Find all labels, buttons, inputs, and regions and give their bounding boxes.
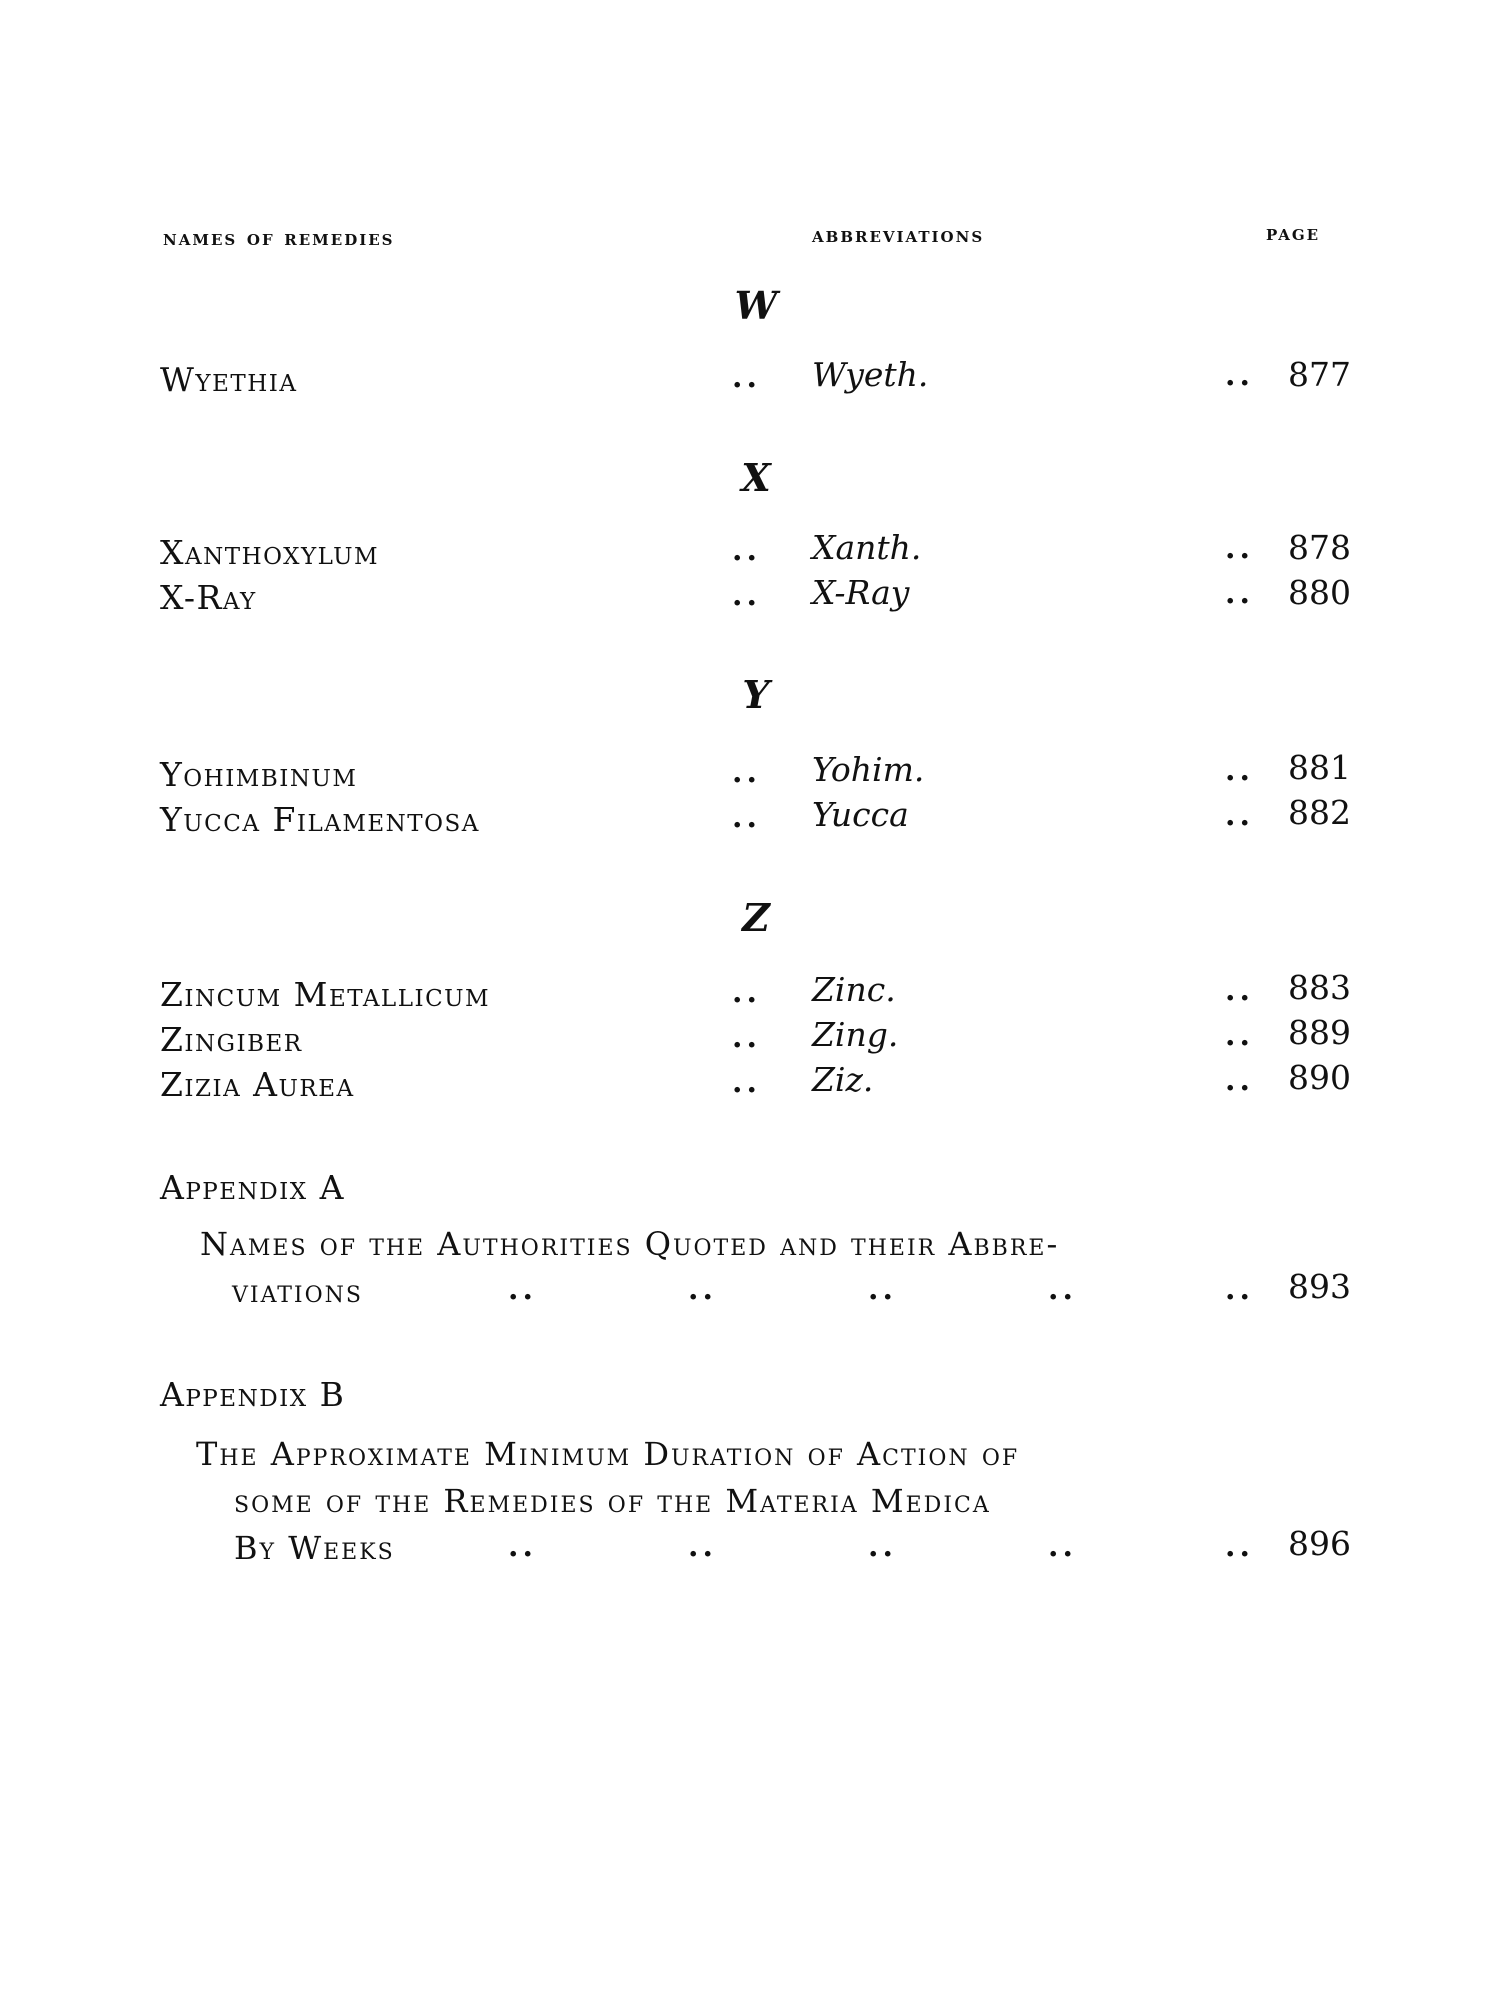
appendix-a-heading: Appendix A <box>160 1168 345 1207</box>
leader-dots: .. <box>688 1272 717 1307</box>
section-letter-w: W <box>734 283 778 328</box>
remedy-name: Zizia Aurea <box>160 1065 355 1104</box>
remedy-name: Yohimbinum <box>160 755 358 794</box>
appendix-a-title-line-1: Names of the Authorities Quoted and their Abbre- <box>200 1225 1060 1263</box>
leader-dots: .. <box>1048 1272 1077 1307</box>
leader-dots: .. <box>732 1065 761 1100</box>
remedy-name: Zingiber <box>160 1020 303 1059</box>
section-letter-x: X <box>741 455 771 500</box>
leader-dots: .. <box>1225 798 1254 833</box>
leader-dots: .. <box>508 1529 537 1564</box>
header-abbreviations: abbreviations <box>812 222 985 248</box>
section-letter-z: Z <box>742 895 770 940</box>
remedy-abbreviation: Zing. <box>812 1015 899 1054</box>
appendix-b-title-line-1: The Approximate Minimum Duration of Action of <box>196 1435 1020 1473</box>
page-number: 896 <box>1288 1524 1351 1563</box>
leader-dots: .. <box>1225 531 1254 566</box>
leader-dots: .. <box>732 533 761 568</box>
leader-dots: .. <box>1225 358 1254 393</box>
leader-dots: .. <box>1225 1529 1254 1564</box>
page-number: 889 <box>1288 1013 1351 1052</box>
remedy-abbreviation: Xanth. <box>812 528 922 567</box>
leader-dots: .. <box>732 975 761 1010</box>
page-number: 880 <box>1288 573 1351 612</box>
leader-dots: .. <box>732 578 761 613</box>
page-number: 881 <box>1288 748 1351 787</box>
leader-dots: .. <box>1225 1018 1254 1053</box>
leader-dots: .. <box>508 1272 537 1307</box>
page-number: 883 <box>1288 968 1351 1007</box>
leader-dots: .. <box>1225 576 1254 611</box>
leader-dots: .. <box>1225 753 1254 788</box>
remedy-name: Xanthoxylum <box>160 533 380 572</box>
leader-dots: .. <box>1225 973 1254 1008</box>
page-number: 878 <box>1288 528 1351 567</box>
header-page: page <box>1266 220 1321 246</box>
leader-dots: .. <box>1225 1272 1254 1307</box>
page-number: 893 <box>1288 1267 1351 1306</box>
section-letter-y: Y <box>742 672 770 717</box>
remedy-name: Yucca Filamentosa <box>160 800 480 839</box>
leader-dots: .. <box>732 360 761 395</box>
leader-dots: .. <box>732 800 761 835</box>
leader-dots: .. <box>732 755 761 790</box>
remedy-abbreviation: Wyeth. <box>812 355 929 394</box>
remedy-abbreviation: Zinc. <box>812 970 896 1009</box>
leader-dots: .. <box>868 1272 897 1307</box>
appendix-b-title-line-3: By Weeks <box>234 1529 395 1567</box>
remedy-abbreviation: Yucca <box>812 795 909 834</box>
leader-dots: .. <box>732 1020 761 1055</box>
appendix-b-title-line-2: some of the Remedies of the Materia Medica <box>234 1482 991 1520</box>
remedy-name: Wyethia <box>160 360 298 399</box>
remedy-name: Zincum Metallicum <box>160 975 491 1014</box>
page-number: 890 <box>1288 1058 1351 1097</box>
leader-dots: .. <box>1225 1063 1254 1098</box>
leader-dots: .. <box>688 1529 717 1564</box>
remedy-abbreviation: Yohim. <box>812 750 925 789</box>
remedy-name: X-Ray <box>160 578 257 617</box>
remedy-abbreviation: X-Ray <box>812 573 910 612</box>
appendix-a-title-line-2: viations <box>232 1272 363 1310</box>
appendix-b-heading: Appendix B <box>160 1375 346 1414</box>
page-number: 877 <box>1288 355 1351 394</box>
remedy-abbreviation: Ziz. <box>812 1060 874 1099</box>
page-number: 882 <box>1288 793 1351 832</box>
leader-dots: .. <box>1048 1529 1077 1564</box>
header-names-of-remedies: names of remedies <box>163 225 395 251</box>
leader-dots: .. <box>868 1529 897 1564</box>
